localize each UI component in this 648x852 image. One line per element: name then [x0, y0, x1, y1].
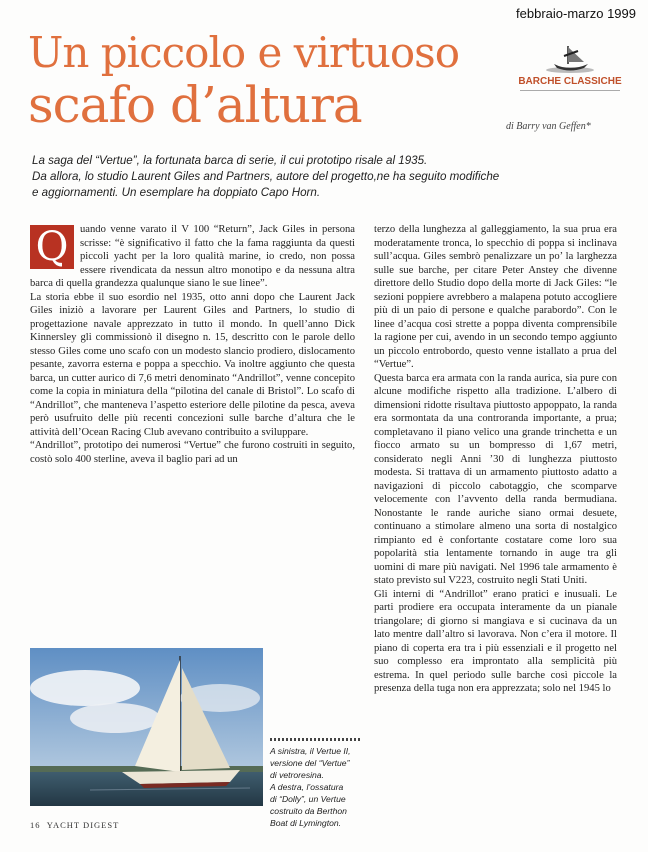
caption-line: Boat di Lymington. — [270, 818, 342, 828]
body-paragraph: terzo della lunghezza al galleggiamento, la sua prua era moderatamente tronca, lo specchio di poppa si inclinava sull’acqua. Giles sembrò penalizzare un po’ la larghezza sulle sue barche, per citare Peter Anstey che divenne direttore dello Studio dopo della morte di Jack Giles: “le sezioni poppiere avrebbero a malapena potuto accogliere più di un paio di persone e qualche parabordo”. Con le linee d’acqua così strette a poppa diventa comprensibile la ragione per cui, avendo in un secondo tempo aggiunto un piccolo entrobordo, questo venne istallato a prua del “Vertue”. — [374, 224, 617, 370]
byline: di Barry van Geffen* — [506, 121, 591, 132]
sailboat-photo — [30, 648, 263, 806]
caption-line: di vetroresina. — [270, 770, 324, 780]
section-header — [514, 42, 626, 94]
lead-line-2: Da allora, lo studio Laurent Giles and Partners, autore del progetto,ne ha seguito modifiche — [32, 170, 500, 183]
article-title-line-2: scafo d’altura — [28, 76, 362, 134]
body-paragraph: uando venne varato il V 100 “Return”, Jack Giles in persona scrisse: “è significativo il fatto che la fama raggiunta da questi piccoli yacht per la loro qualità marine, io credo, non possa essere rivendicata da nessun altro monotipo e da nessuna altra barca di quella grandezza qualunque siano le sue linee”. — [30, 224, 355, 289]
page-footer — [30, 820, 119, 830]
caption-line: A sinistra, il Vertue II, — [270, 746, 351, 756]
magazine-name: YACHT DIGEST — [46, 820, 120, 830]
caption-line: di “Dolly”, un Vertue — [270, 794, 346, 804]
sailing-dinghy-icon — [544, 42, 596, 76]
article-column-right — [374, 223, 617, 696]
body-paragraph: Questa barca era armata con la randa aurica, sia pure con alcune modifiche rispetto alla tradizione. L’albero di dimensioni ridotte risultava piuttosto appoppato, la randa era sormontata da una controranda importante, a prua; completavano il piano velico una grande trinchetta e un fiocco armato su un bompresso di 1,67 metri, considerato negli Anni ’30 di lunghezza piuttosto modesta. Si trattava di un armamento piuttosto adatto a navigazioni di piccolo cabotaggio, che scomparve velocemente con l’avvento della randa bermudiana. Nonostante le rande auriche siano ormai desuete, continuano a stimolare almeno una sorta di nostalgico rimpianto ed è confortante costatare come loro sua popolarità stia lentamente tornando in auge tra gli uomini di mare più navigati. Nel 1996 tale armamento è stato previsto sul V223, costruito negli Stati Uniti. — [374, 372, 617, 586]
issue-date: febbraio-marzo 1999 — [516, 6, 636, 21]
body-paragraph: Gli interni di “Andrillot” erano pratici e inusuali. Le parti prodiere era occupata interamente da un pianale triangolare; di giorno si mangiava e si cucinava da un lato mentre dall’altro si lavorava. Non c’era il motore. Il piano di coperta era tra i più essenziali e il progetto nel suo complesso era improntato alla semplicità più estrema. In quel periodo sulle barche così piccole la presenza della tuga non era apprezzata; solo nel 1945 lo — [374, 588, 617, 694]
lead-line-3: e aggiornamenti. Un esemplare ha doppiato Capo Horn. — [32, 186, 321, 199]
body-paragraph: La storia ebbe il suo esordio nel 1935, otto anni dopo che Laurent Jack Giles iniziò a lavorare per Laurent Giles and Partners, lo studio di progettazione navale apprezzato in tutto il mondo. In quell’anno Dick Kinnersley gli commissionò il disegno n. 15, descritto con le parole dello stesso Giles come uno scafo con un modesto slancio prodiero, dislocamento pesante, zavorra esterna e poppa a specchio. Va inoltre aggiunto che questa barca, un cutter aurico di 7,6 metri denominato “Andrillot”, venne concepito come la copia in miniatura della “pilotina del canale di Bristol”. Lo scafo di “Andrillot”, che manteneva l’aspetto esteriore delle pilotine da pesca, aveva però usufruito delle più recenti concezioni sulle barche d’altura che le attività dell’Ocean Racing Club avevano contribuito a sviluppare. — [30, 291, 355, 438]
caption-line: costruito da Berthon — [270, 806, 347, 816]
photo-caption — [270, 745, 362, 829]
lead-line-1: La saga del “Vertue”, la fortunata barca di serie, il cui prototipo risale al 1935. — [32, 154, 428, 167]
caption-divider — [270, 738, 362, 741]
section-divider — [520, 90, 620, 91]
lead-paragraph — [32, 153, 612, 201]
drop-cap: Q — [30, 225, 74, 269]
article-title-line-1: Un piccolo e virtuoso — [28, 28, 460, 77]
article-column-left — [30, 223, 355, 466]
body-paragraph: “Andrillot”, prototipo dei numerosi “Vertue” che furono costruiti in seguito, costò solo 400 sterline, aveva il baglio pari ad un — [30, 440, 355, 465]
caption-line: A destra, l’ossatura — [270, 782, 344, 792]
page-number: 16 — [30, 820, 41, 830]
section-badge: BARCHE CLASSICHE — [518, 76, 622, 87]
caption-line: versione del “Vertue” — [270, 758, 350, 768]
